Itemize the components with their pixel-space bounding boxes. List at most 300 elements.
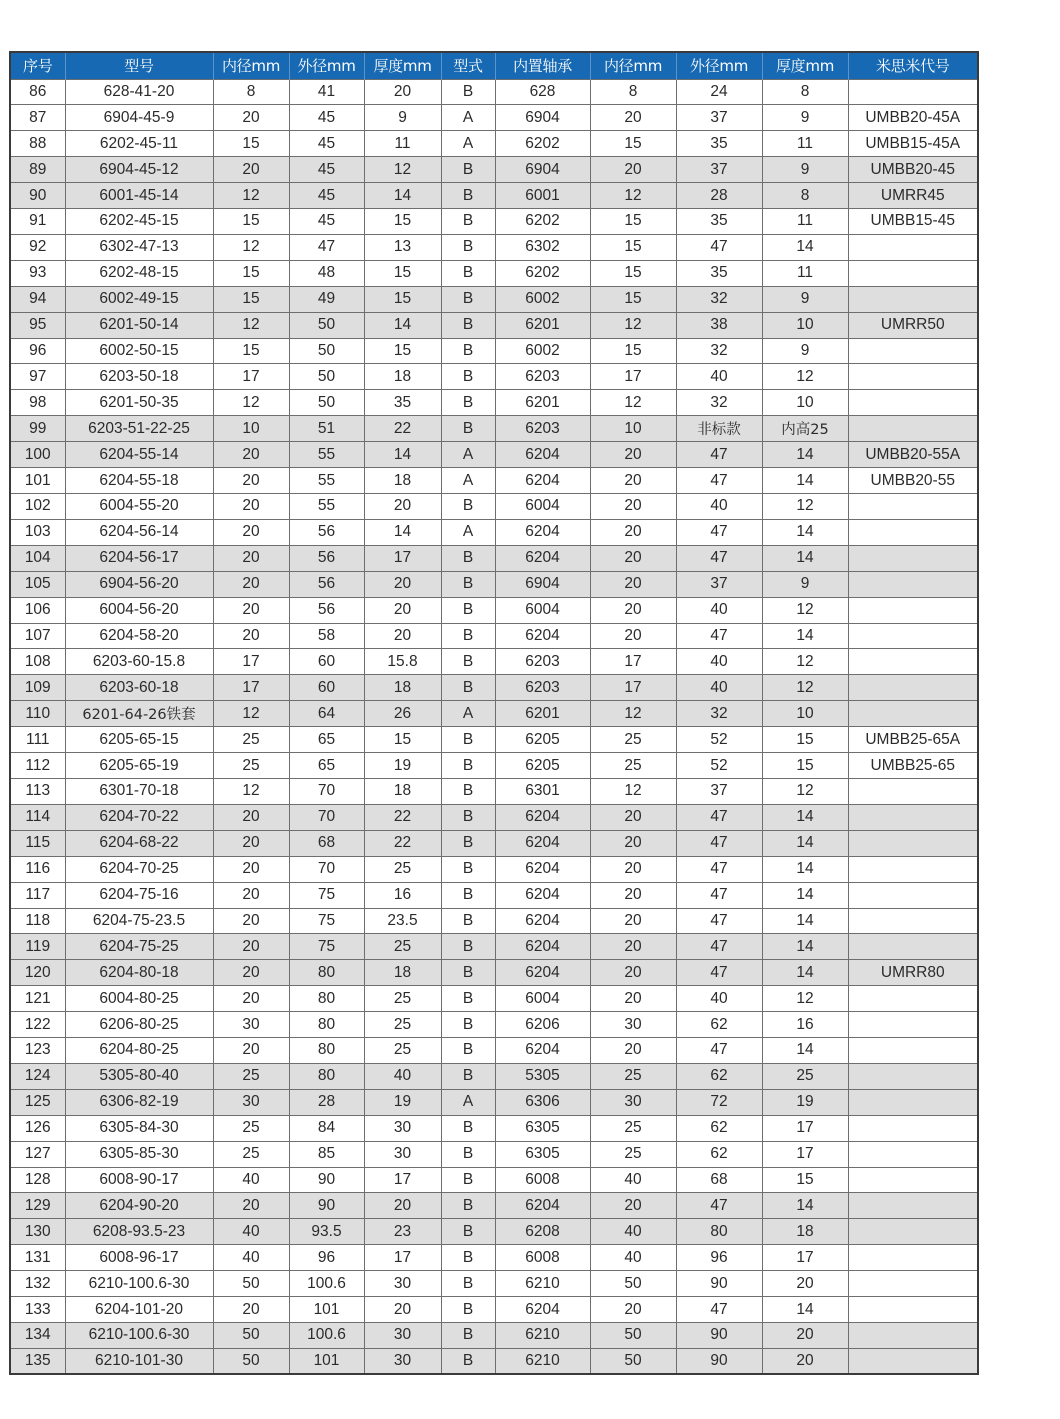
cell-built-in-bearing: 6301 (495, 778, 590, 804)
cell-model: 6004-80-25 (65, 986, 213, 1012)
cell-outer-diameter: 51 (289, 416, 364, 442)
cell-misumi-code (848, 934, 978, 960)
table-row (10, 1193, 978, 1219)
cell-inner-diameter: 12 (213, 183, 289, 209)
cell-type: B (441, 1219, 495, 1245)
cell-bearing-inner-diameter: 25 (590, 1063, 676, 1089)
cell-bearing-outer-diameter: 40 (676, 649, 762, 675)
cell-inner-diameter: 20 (213, 1193, 289, 1219)
table-row (10, 1063, 978, 1089)
cell-built-in-bearing: 6202 (495, 131, 590, 157)
cell-built-in-bearing: 6204 (495, 545, 590, 571)
cell-thickness: 14 (364, 312, 441, 338)
cell-type: B (441, 1012, 495, 1038)
cell-bearing-thickness: 18 (762, 1219, 848, 1245)
cell-misumi-code (848, 1012, 978, 1038)
cell-model: 6301-70-18 (65, 778, 213, 804)
cell-bearing-outer-diameter: 32 (676, 338, 762, 364)
cell-type: B (441, 1167, 495, 1193)
cell-bearing-inner-diameter: 20 (590, 1038, 676, 1064)
cell-inner-diameter: 40 (213, 1167, 289, 1193)
cell-bearing-thickness: 25 (762, 1063, 848, 1089)
cell-inner-diameter: 10 (213, 416, 289, 442)
cell-model: 6904-56-20 (65, 571, 213, 597)
cell-model: 6210-100.6-30 (65, 1271, 213, 1297)
cell-type: A (441, 131, 495, 157)
cell-model: 6203-60-18 (65, 675, 213, 701)
table-row (10, 260, 978, 286)
cell-outer-diameter: 80 (289, 986, 364, 1012)
cell-inner-diameter: 20 (213, 571, 289, 597)
cell-outer-diameter: 100.6 (289, 1271, 364, 1297)
cell-bearing-outer-diameter: 52 (676, 727, 762, 753)
cell-type: B (441, 856, 495, 882)
cell-outer-diameter: 28 (289, 1089, 364, 1115)
cell-model: 6206-80-25 (65, 1012, 213, 1038)
cell-type: B (441, 1271, 495, 1297)
cell-index: 90 (10, 183, 65, 209)
header-type: 型式 (441, 52, 495, 79)
cell-bearing-outer-diameter: 47 (676, 468, 762, 494)
cell-index: 110 (10, 701, 65, 727)
cell-thickness: 20 (364, 79, 441, 105)
cell-thickness: 30 (364, 1323, 441, 1349)
cell-inner-diameter: 20 (213, 545, 289, 571)
cell-bearing-inner-diameter: 20 (590, 856, 676, 882)
cell-built-in-bearing: 6004 (495, 597, 590, 623)
cell-type: B (441, 960, 495, 986)
cell-model: 6204-56-17 (65, 545, 213, 571)
cell-inner-diameter: 17 (213, 649, 289, 675)
cell-bearing-outer-diameter: 35 (676, 209, 762, 235)
header-outer-diameter: 外径mm (289, 52, 364, 79)
cell-thickness: 18 (364, 778, 441, 804)
cell-bearing-inner-diameter: 12 (590, 312, 676, 338)
cell-built-in-bearing: 6204 (495, 804, 590, 830)
cell-misumi-code (848, 804, 978, 830)
cell-inner-diameter: 8 (213, 79, 289, 105)
cell-type: B (441, 1323, 495, 1349)
cell-bearing-outer-diameter: 40 (676, 675, 762, 701)
cell-built-in-bearing: 6202 (495, 209, 590, 235)
cell-outer-diameter: 70 (289, 778, 364, 804)
cell-bearing-thickness: 9 (762, 286, 848, 312)
cell-inner-diameter: 20 (213, 442, 289, 468)
cell-index: 118 (10, 908, 65, 934)
cell-thickness: 20 (364, 597, 441, 623)
cell-built-in-bearing: 6208 (495, 1219, 590, 1245)
cell-bearing-inner-diameter: 8 (590, 79, 676, 105)
cell-outer-diameter: 45 (289, 183, 364, 209)
cell-bearing-thickness: 14 (762, 623, 848, 649)
cell-bearing-inner-diameter: 17 (590, 649, 676, 675)
cell-bearing-outer-diameter: 47 (676, 545, 762, 571)
cell-bearing-outer-diameter: 47 (676, 908, 762, 934)
cell-type: B (441, 390, 495, 416)
cell-bearing-inner-diameter: 15 (590, 286, 676, 312)
table-row (10, 804, 978, 830)
cell-bearing-outer-diameter: 40 (676, 986, 762, 1012)
cell-bearing-inner-diameter: 20 (590, 986, 676, 1012)
cell-misumi-code (848, 1167, 978, 1193)
cell-bearing-outer-diameter: 32 (676, 701, 762, 727)
cell-outer-diameter: 80 (289, 1038, 364, 1064)
table-row (10, 753, 978, 779)
cell-built-in-bearing: 6206 (495, 1012, 590, 1038)
cell-inner-diameter: 40 (213, 1219, 289, 1245)
cell-thickness: 15 (364, 727, 441, 753)
cell-bearing-thickness: 14 (762, 804, 848, 830)
cell-misumi-code (848, 649, 978, 675)
cell-outer-diameter: 56 (289, 545, 364, 571)
cell-index: 106 (10, 597, 65, 623)
cell-type: B (441, 157, 495, 183)
cell-thickness: 15 (364, 286, 441, 312)
cell-bearing-thickness: 14 (762, 442, 848, 468)
cell-outer-diameter: 70 (289, 804, 364, 830)
table-row (10, 1348, 978, 1374)
cell-bearing-outer-diameter: 37 (676, 778, 762, 804)
cell-thickness: 23 (364, 1219, 441, 1245)
cell-inner-diameter: 15 (213, 260, 289, 286)
cell-bearing-outer-diameter: 47 (676, 1193, 762, 1219)
cell-bearing-inner-diameter: 50 (590, 1323, 676, 1349)
cell-outer-diameter: 96 (289, 1245, 364, 1271)
cell-bearing-outer-diameter: 47 (676, 804, 762, 830)
cell-index: 123 (10, 1038, 65, 1064)
cell-misumi-code (848, 1038, 978, 1064)
table-row (10, 519, 978, 545)
table-row (10, 1219, 978, 1245)
cell-bearing-thickness: 14 (762, 234, 848, 260)
cell-bearing-inner-diameter: 20 (590, 908, 676, 934)
cell-misumi-code (848, 416, 978, 442)
cell-thickness: 15.8 (364, 649, 441, 675)
cell-model: 6204-75-23.5 (65, 908, 213, 934)
cell-misumi-code (848, 494, 978, 520)
cell-bearing-thickness: 9 (762, 105, 848, 131)
cell-model: 6203-51-22-25 (65, 416, 213, 442)
cell-bearing-outer-diameter: 38 (676, 312, 762, 338)
cell-type: B (441, 494, 495, 520)
cell-bearing-thickness: 17 (762, 1115, 848, 1141)
cell-misumi-code: UMBB15-45A (848, 131, 978, 157)
cell-model: 6202-45-15 (65, 209, 213, 235)
cell-thickness: 19 (364, 1089, 441, 1115)
cell-inner-diameter: 20 (213, 105, 289, 131)
cell-bearing-outer-diameter: 90 (676, 1323, 762, 1349)
cell-misumi-code (848, 519, 978, 545)
cell-misumi-code (848, 597, 978, 623)
cell-misumi-code (848, 1141, 978, 1167)
table-row (10, 390, 978, 416)
cell-built-in-bearing: 6904 (495, 157, 590, 183)
table-row (10, 338, 978, 364)
cell-outer-diameter: 64 (289, 701, 364, 727)
cell-bearing-thickness: 8 (762, 183, 848, 209)
cell-bearing-thickness: 9 (762, 571, 848, 597)
cell-bearing-inner-diameter: 10 (590, 416, 676, 442)
cell-bearing-inner-diameter: 12 (590, 183, 676, 209)
cell-index: 132 (10, 1271, 65, 1297)
cell-index: 120 (10, 960, 65, 986)
cell-bearing-outer-diameter: 62 (676, 1012, 762, 1038)
cell-inner-diameter: 15 (213, 338, 289, 364)
cell-thickness: 14 (364, 183, 441, 209)
cell-model: 6204-101-20 (65, 1297, 213, 1323)
cell-outer-diameter: 45 (289, 209, 364, 235)
cell-inner-diameter: 20 (213, 908, 289, 934)
cell-model: 6201-50-14 (65, 312, 213, 338)
cell-bearing-outer-diameter: 47 (676, 830, 762, 856)
cell-model: 6204-80-25 (65, 1038, 213, 1064)
cell-inner-diameter: 40 (213, 1245, 289, 1271)
cell-bearing-thickness: 14 (762, 1297, 848, 1323)
cell-built-in-bearing: 6002 (495, 338, 590, 364)
cell-index: 122 (10, 1012, 65, 1038)
cell-index: 109 (10, 675, 65, 701)
cell-built-in-bearing: 6204 (495, 856, 590, 882)
cell-index: 104 (10, 545, 65, 571)
cell-thickness: 17 (364, 1167, 441, 1193)
cell-index: 115 (10, 830, 65, 856)
cell-model: 6002-50-15 (65, 338, 213, 364)
cell-model: 6202-48-15 (65, 260, 213, 286)
cell-type: B (441, 286, 495, 312)
cell-bearing-outer-diameter: 62 (676, 1115, 762, 1141)
cell-model: 6204-55-18 (65, 468, 213, 494)
cell-inner-diameter: 25 (213, 1063, 289, 1089)
cell-bearing-outer-diameter: 32 (676, 286, 762, 312)
cell-bearing-outer-diameter: 32 (676, 390, 762, 416)
cell-bearing-thickness: 12 (762, 675, 848, 701)
cell-bearing-inner-diameter: 15 (590, 260, 676, 286)
cell-index: 92 (10, 234, 65, 260)
cell-bearing-outer-diameter: 96 (676, 1245, 762, 1271)
cell-bearing-outer-diameter: 40 (676, 597, 762, 623)
header-thickness: 厚度mm (364, 52, 441, 79)
table-row (10, 234, 978, 260)
cell-bearing-outer-diameter: 47 (676, 623, 762, 649)
cell-inner-diameter: 30 (213, 1012, 289, 1038)
cell-thickness: 25 (364, 856, 441, 882)
table-row (10, 416, 978, 442)
cell-index: 126 (10, 1115, 65, 1141)
cell-bearing-outer-diameter: 47 (676, 519, 762, 545)
cell-thickness: 16 (364, 882, 441, 908)
cell-index: 134 (10, 1323, 65, 1349)
cell-type: A (441, 442, 495, 468)
cell-index: 105 (10, 571, 65, 597)
header-model: 型号 (65, 52, 213, 79)
cell-built-in-bearing: 6305 (495, 1141, 590, 1167)
cell-type: B (441, 804, 495, 830)
table-row (10, 856, 978, 882)
cell-thickness: 15 (364, 338, 441, 364)
cell-bearing-thickness: 11 (762, 131, 848, 157)
cell-inner-diameter: 20 (213, 830, 289, 856)
table-row (10, 312, 978, 338)
cell-misumi-code: UMBB20-55A (848, 442, 978, 468)
header-misumi-code: 米思米代号 (848, 52, 978, 79)
cell-inner-diameter: 20 (213, 856, 289, 882)
cell-model: 6008-90-17 (65, 1167, 213, 1193)
cell-type: B (441, 234, 495, 260)
cell-outer-diameter: 101 (289, 1348, 364, 1374)
cell-built-in-bearing: 6904 (495, 571, 590, 597)
cell-misumi-code (848, 986, 978, 1012)
cell-index: 124 (10, 1063, 65, 1089)
table-row (10, 908, 978, 934)
cell-bearing-inner-diameter: 15 (590, 209, 676, 235)
cell-built-in-bearing: 6001 (495, 183, 590, 209)
cell-bearing-thickness: 11 (762, 209, 848, 235)
cell-misumi-code (848, 1193, 978, 1219)
cell-model: 6203-60-15.8 (65, 649, 213, 675)
cell-model: 628-41-20 (65, 79, 213, 105)
cell-model: 5305-80-40 (65, 1063, 213, 1089)
cell-model: 6008-96-17 (65, 1245, 213, 1271)
cell-inner-diameter: 20 (213, 494, 289, 520)
cell-type: B (441, 338, 495, 364)
cell-index: 94 (10, 286, 65, 312)
cell-bearing-inner-diameter: 20 (590, 597, 676, 623)
cell-thickness: 18 (364, 364, 441, 390)
cell-index: 93 (10, 260, 65, 286)
cell-index: 101 (10, 468, 65, 494)
cell-bearing-thickness: 16 (762, 1012, 848, 1038)
cell-bearing-inner-diameter: 15 (590, 131, 676, 157)
cell-bearing-outer-diameter: 47 (676, 882, 762, 908)
cell-thickness: 11 (364, 131, 441, 157)
table-row (10, 1115, 978, 1141)
cell-misumi-code (848, 778, 978, 804)
cell-built-in-bearing: 6305 (495, 1115, 590, 1141)
cell-outer-diameter: 75 (289, 908, 364, 934)
cell-inner-diameter: 17 (213, 675, 289, 701)
cell-index: 114 (10, 804, 65, 830)
cell-inner-diameter: 20 (213, 986, 289, 1012)
table-row (10, 364, 978, 390)
cell-inner-diameter: 12 (213, 234, 289, 260)
cell-thickness: 14 (364, 442, 441, 468)
cell-index: 89 (10, 157, 65, 183)
cell-misumi-code (848, 1323, 978, 1349)
cell-inner-diameter: 20 (213, 157, 289, 183)
table-row (10, 1167, 978, 1193)
cell-built-in-bearing: 6008 (495, 1245, 590, 1271)
cell-type: B (441, 649, 495, 675)
cell-index: 96 (10, 338, 65, 364)
cell-type: B (441, 623, 495, 649)
cell-thickness: 22 (364, 830, 441, 856)
table-row (10, 131, 978, 157)
table-body (10, 79, 978, 1374)
cell-bearing-outer-diameter: 47 (676, 1297, 762, 1323)
cell-bearing-thickness: 12 (762, 364, 848, 390)
cell-model: 6203-50-18 (65, 364, 213, 390)
cell-built-in-bearing: 6204 (495, 830, 590, 856)
table-row (10, 830, 978, 856)
table-row (10, 209, 978, 235)
cell-index: 127 (10, 1141, 65, 1167)
cell-bearing-outer-diameter: 47 (676, 234, 762, 260)
cell-built-in-bearing: 6204 (495, 1038, 590, 1064)
cell-misumi-code: UMBB20-55 (848, 468, 978, 494)
cell-thickness: 14 (364, 519, 441, 545)
cell-thickness: 17 (364, 545, 441, 571)
table-row (10, 701, 978, 727)
cell-outer-diameter: 80 (289, 1012, 364, 1038)
cell-outer-diameter: 55 (289, 442, 364, 468)
cell-inner-diameter: 20 (213, 804, 289, 830)
cell-built-in-bearing: 6306 (495, 1089, 590, 1115)
cell-outer-diameter: 75 (289, 934, 364, 960)
cell-outer-diameter: 58 (289, 623, 364, 649)
cell-bearing-outer-diameter: 90 (676, 1271, 762, 1297)
cell-thickness: 20 (364, 494, 441, 520)
cell-bearing-thickness: 14 (762, 519, 848, 545)
table-row (10, 1089, 978, 1115)
cell-model: 6204-75-16 (65, 882, 213, 908)
cell-thickness: 20 (364, 1193, 441, 1219)
cell-bearing-inner-diameter: 20 (590, 157, 676, 183)
cell-thickness: 20 (364, 1297, 441, 1323)
table-row (10, 1141, 978, 1167)
cell-thickness: 35 (364, 390, 441, 416)
cell-model: 6305-84-30 (65, 1115, 213, 1141)
cell-index: 108 (10, 649, 65, 675)
cell-outer-diameter: 68 (289, 830, 364, 856)
cell-type: B (441, 416, 495, 442)
cell-index: 98 (10, 390, 65, 416)
cell-outer-diameter: 56 (289, 597, 364, 623)
cell-bearing-thickness: 14 (762, 960, 848, 986)
cell-model: 6204-70-22 (65, 804, 213, 830)
cell-index: 116 (10, 856, 65, 882)
cell-type: B (441, 882, 495, 908)
cell-type: B (441, 778, 495, 804)
cell-bearing-inner-diameter: 20 (590, 1297, 676, 1323)
cell-bearing-outer-diameter: 47 (676, 934, 762, 960)
cell-index: 102 (10, 494, 65, 520)
cell-outer-diameter: 48 (289, 260, 364, 286)
table-row (10, 545, 978, 571)
cell-bearing-thickness: 14 (762, 1193, 848, 1219)
cell-inner-diameter: 15 (213, 209, 289, 235)
cell-bearing-inner-diameter: 20 (590, 519, 676, 545)
cell-bearing-outer-diameter: 37 (676, 105, 762, 131)
table-row (10, 494, 978, 520)
cell-bearing-inner-diameter: 25 (590, 727, 676, 753)
cell-outer-diameter: 60 (289, 675, 364, 701)
cell-outer-diameter: 90 (289, 1193, 364, 1219)
cell-index: 97 (10, 364, 65, 390)
header-bearing-thickness: 厚度mm (762, 52, 848, 79)
cell-type: B (441, 1038, 495, 1064)
cell-misumi-code (848, 234, 978, 260)
cell-outer-diameter: 80 (289, 1063, 364, 1089)
cell-model: 6204-58-20 (65, 623, 213, 649)
cell-built-in-bearing: 6204 (495, 960, 590, 986)
cell-bearing-outer-diameter: 47 (676, 442, 762, 468)
cell-inner-diameter: 12 (213, 312, 289, 338)
cell-misumi-code (848, 1271, 978, 1297)
cell-built-in-bearing: 5305 (495, 1063, 590, 1089)
cell-outer-diameter: 85 (289, 1141, 364, 1167)
cell-inner-diameter: 20 (213, 623, 289, 649)
cell-built-in-bearing: 6904 (495, 105, 590, 131)
